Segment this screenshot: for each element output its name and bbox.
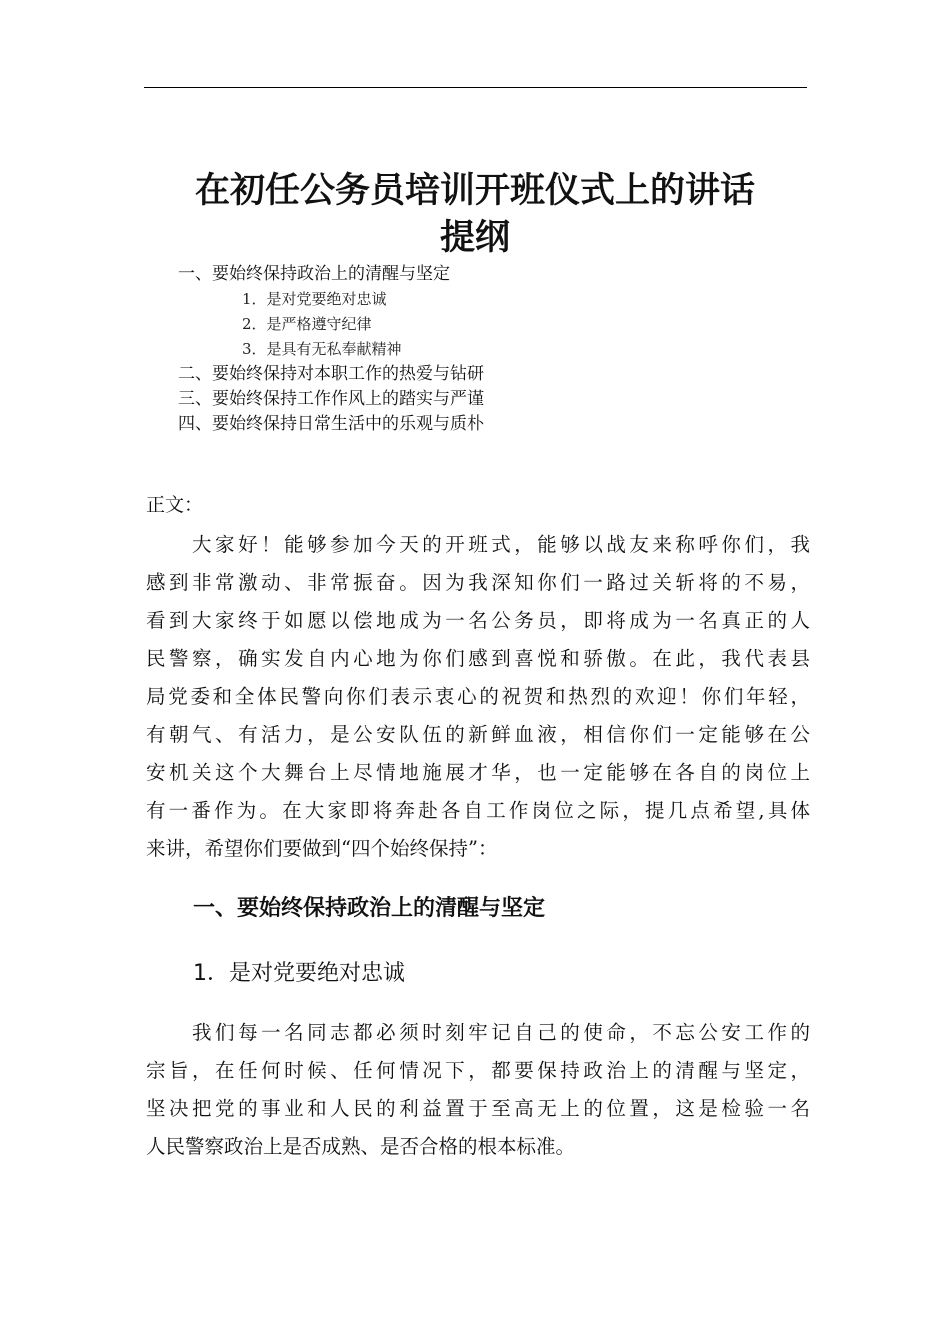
paragraph-line: 看到大家终于如愿以偿地成为一名公务员，即将成为一名真正的人 [146, 609, 810, 632]
outline-item-1: 一、要始终保持政治上的清醒与坚定 [178, 264, 450, 284]
outline-item-3: 三、要始终保持工作作风上的踏实与严谨 [178, 389, 484, 409]
section-paragraph [146, 1014, 810, 1166]
paragraph-line: 坚决把党的事业和人民的利益置于至高无上的位置，这是检验一名 [146, 1097, 810, 1120]
paragraph-line: 宗旨，在任何时候、任何情况下，都要保持政治上的清醒与坚定， [146, 1059, 810, 1082]
outline-subitem-3: 3．是具有无私奉献精神 [242, 340, 402, 358]
body-label: 正文： [146, 494, 204, 516]
outline-subitem-1: 1．是对党要绝对忠诚 [242, 290, 387, 308]
paragraph-line: 民警察，确实发自内心地为你们感到喜悦和骄傲。在此，我代表县 [146, 647, 810, 670]
paragraph-line: 局党委和全体民警向你们表示衷心的祝贺和热烈的欢迎！你们年轻， [146, 685, 810, 708]
paragraph-line: 我们每一名同志都必须时刻牢记自己的使命，不忘公安工作的 [146, 1021, 810, 1044]
paragraph-line: 感到非常激动、非常振奋。因为我深知你们一路过关斩将的不易， [146, 571, 810, 594]
sub-heading: 1．是对党要绝对忠诚 [193, 961, 405, 986]
paragraph-line: 有一番作为。在大家即将奔赴各自工作岗位之际，提几点希望,具体 [146, 799, 810, 822]
outline-subitem-2: 2．是严格遵守纪律 [242, 315, 372, 333]
paragraph-line: 人民警察政治上是否成熟、是否合格的根本标准。 [146, 1135, 576, 1158]
intro-paragraph [146, 526, 810, 868]
outline-item-4: 四、要始终保持日常生活中的乐观与质朴 [178, 414, 484, 434]
header-rule [144, 87, 807, 88]
outline [178, 262, 484, 437]
document-title-line2: 提纲 [439, 218, 510, 258]
document-title: 在初任公务员培训开班仪式上的讲话 [194, 171, 755, 211]
paragraph-line: 安机关这个大舞台上尽情地施展才华，也一定能够在各自的岗位上 [146, 761, 810, 784]
section-heading: 一、要始终保持政治上的清醒与坚定 [193, 896, 546, 921]
paragraph-line: 有朝气、有活力，是公安队伍的新鲜血液，相信你们一定能够在公 [146, 723, 810, 746]
paragraph-line: 大家好！能够参加今天的开班式，能够以战友来称呼你们，我 [146, 533, 810, 556]
paragraph-line: 来讲，希望你们要做到“四个始终保持”： [146, 837, 498, 860]
outline-item-2: 二、要始终保持对本职工作的热爱与钻研 [178, 364, 484, 384]
